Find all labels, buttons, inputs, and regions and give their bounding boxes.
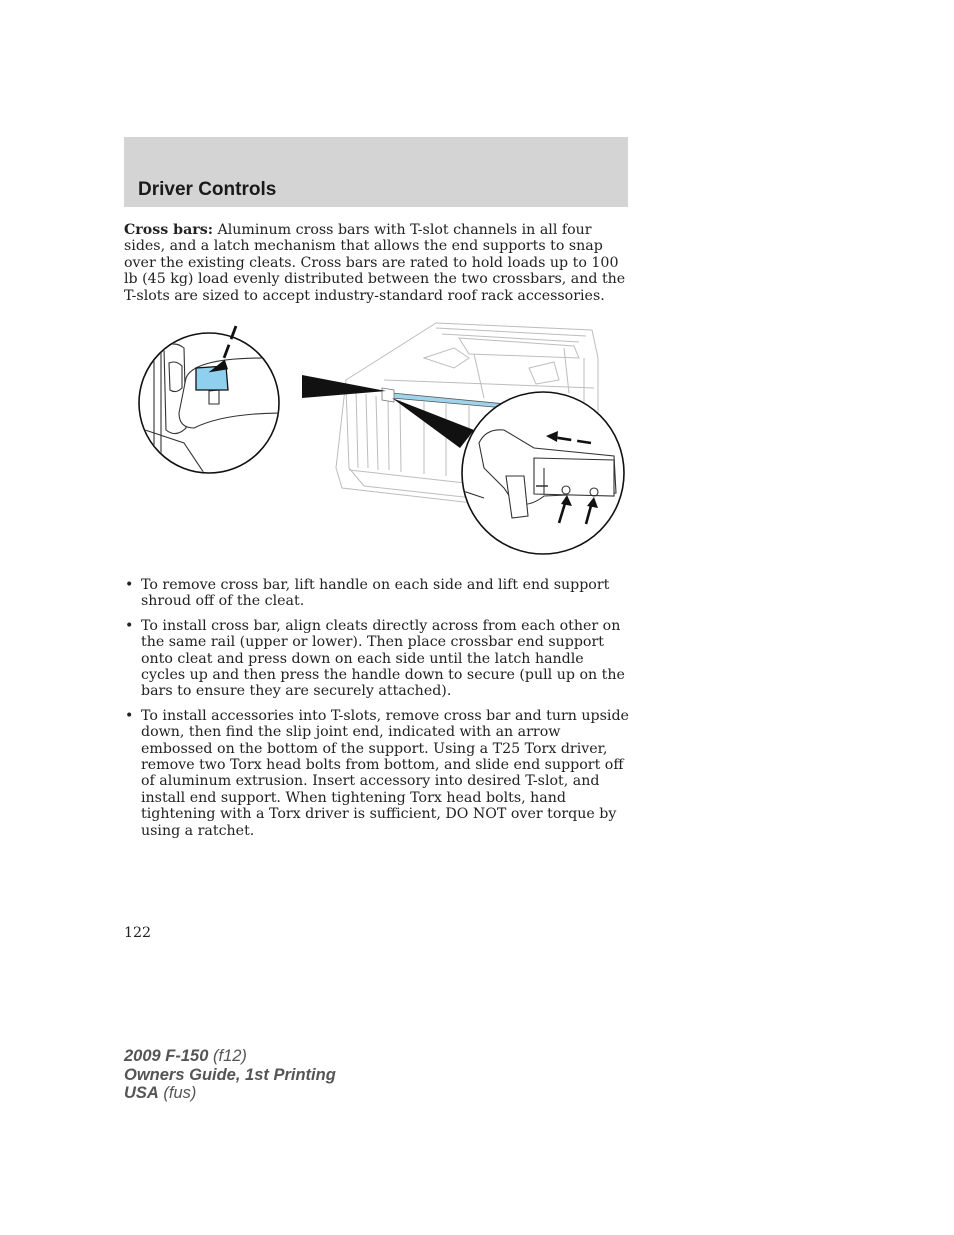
intro-paragraph	[124, 222, 629, 304]
page-number: 122	[124, 925, 152, 941]
bullet-icon: •	[125, 617, 134, 634]
section-header-band	[124, 137, 628, 207]
list-item: • To install accessories into T-slots, remove cross bar and turn upside down, then find the slip joint end, indicated with an arrow embossed on the bottom of the support. Using a T25 Torx driver, remove two Torx head bolts from bottom, and slide end support off of aluminum extrusion. Insert accessory into desired T-slot, and install end support. When tightening Torx head bolts, hand tightening with a Torx driver is sufficient, DO NOT over torque by using a ratchet.	[125, 707, 629, 839]
intro-text: Aluminum cross bars with T-slot channels in all four sides, and a latch mechanism that allows the end supports to snap over the existing cleats. Cross bars are rated to hold loads up to 100 lb (45 kg) load evenly distributed between the two crossbars, and the T-slots are sized to accept industry-standard roof rack accessories.	[124, 222, 626, 304]
bullet-icon: •	[125, 707, 134, 724]
right-detail-circle	[454, 392, 624, 554]
section-title: Driver Controls	[138, 179, 277, 200]
document-footer: 2009 F-150 (f12) Owners Guide, 1st Printing USA (fus)	[124, 1047, 336, 1102]
left-detail-circle	[124, 326, 304, 478]
callout-wedge-right	[392, 398, 474, 448]
intro-lead: Cross bars:	[124, 222, 213, 238]
instruction-list	[124, 577, 629, 847]
list-item: • To install cross bar, align cleats directly across from each other on the same rail (upper or lower). Then place crossbar end support onto cleat and press down on each side until the latch handle cycles up and then press the handle down to secure (pull up on the bars to ensure they are securely attached).	[125, 617, 625, 700]
cross-bar-illustration	[124, 318, 629, 558]
list-item: • To remove cross bar, lift handle on each side and lift end support shroud off of the cleat.	[125, 577, 610, 610]
bullet-icon: •	[125, 577, 134, 593]
